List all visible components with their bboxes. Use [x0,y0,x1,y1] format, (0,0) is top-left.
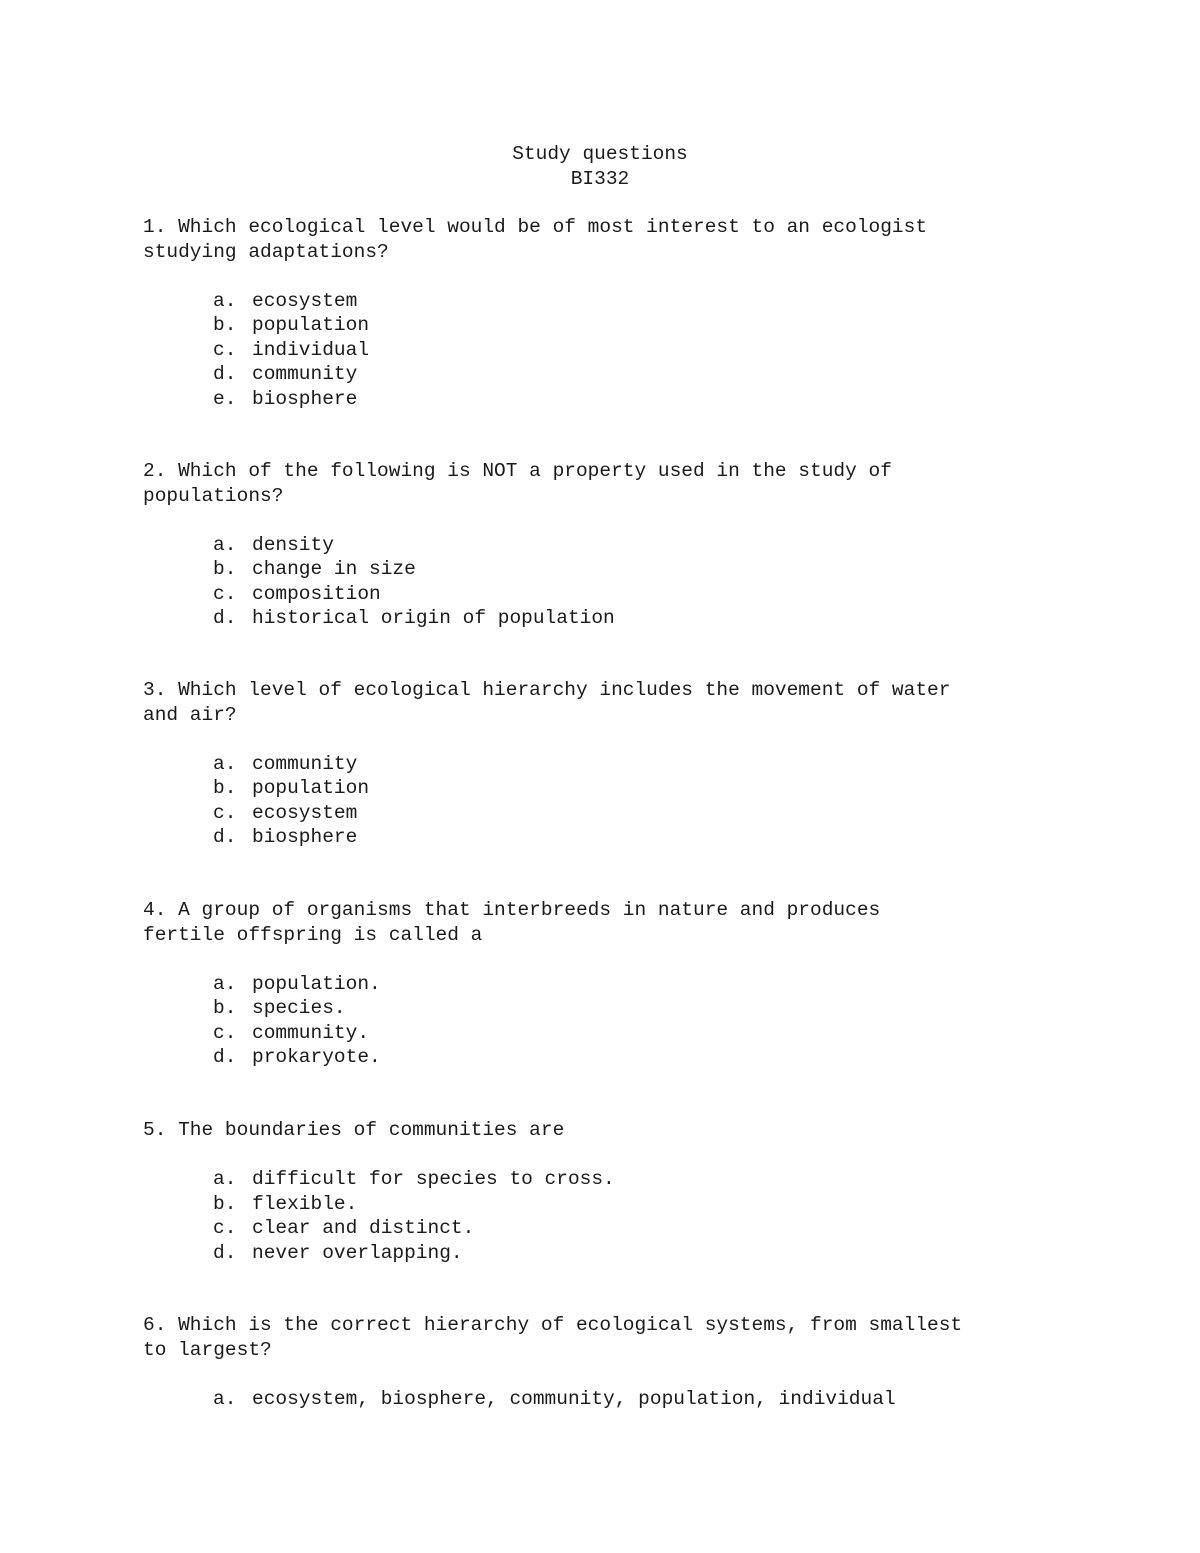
question-2 [143,459,1083,631]
answer-choices [143,1387,1083,1412]
answer-choice: b. flexible. [213,1192,358,1215]
answer-choices [143,752,1083,850]
answer-choice: b. population [213,777,370,799]
course-code: BI332 [570,167,630,190]
document-header [0,142,1200,191]
document-title: Study questions [512,143,688,165]
answer-choice: b. change in size [213,558,416,580]
answer-choice: b. population [213,314,370,336]
question-5 [143,1118,1083,1265]
question-text: 4. A group of organisms that interbreeds in nature and produces fertile offspring is called a [143,899,881,946]
question-text: 3. Which level of ecological hierarchy includes the movement of water and air? [143,679,951,726]
answer-choices [143,289,1083,412]
answer-choice: c. clear and distinct. [213,1217,475,1239]
question-6 [143,1313,1083,1411]
answer-choice: a. community [213,752,358,775]
question-3 [143,678,1083,850]
answer-choice: d. never overlapping. [213,1241,463,1264]
answer-choices [143,1167,1083,1265]
answer-choices [143,533,1083,631]
question-1 [143,215,1083,411]
answer-choice: d. biosphere [213,826,358,848]
answer-choice: a. ecosystem, biosphere, community, population, individual [213,1387,896,1410]
answer-choice: b. species. [213,997,346,1019]
answer-choice: d. prokaryote. [213,1046,381,1068]
question-text: 1. Which ecological level would be of most interest to an ecologist studying adaptations? [143,216,928,263]
question-4 [143,898,1083,1070]
question-text: 6. Which is the correct hierarchy of ecological systems, from smallest to largest? [143,1314,963,1361]
question-text: 2. Which of the following is NOT a property used in the study of populations? [143,460,892,507]
answer-choice: c. individual [213,338,370,361]
question-text: 5. The boundaries of communities are [143,1119,565,1141]
answer-choice: a. difficult for species to cross. [213,1168,615,1190]
answer-choice: e. biosphere [213,387,358,410]
answer-choice: c. ecosystem [213,801,358,824]
answer-choice: d. community [213,363,358,385]
answer-choices [143,972,1083,1070]
answer-choice: d. historical origin of population [213,607,615,629]
answer-choice: a. density [213,533,334,556]
answer-choice: c. community. [213,1021,370,1044]
answer-choice: c. composition [213,582,381,605]
answer-choice: a. ecosystem [213,289,358,312]
answer-choice: a. population. [213,972,381,995]
